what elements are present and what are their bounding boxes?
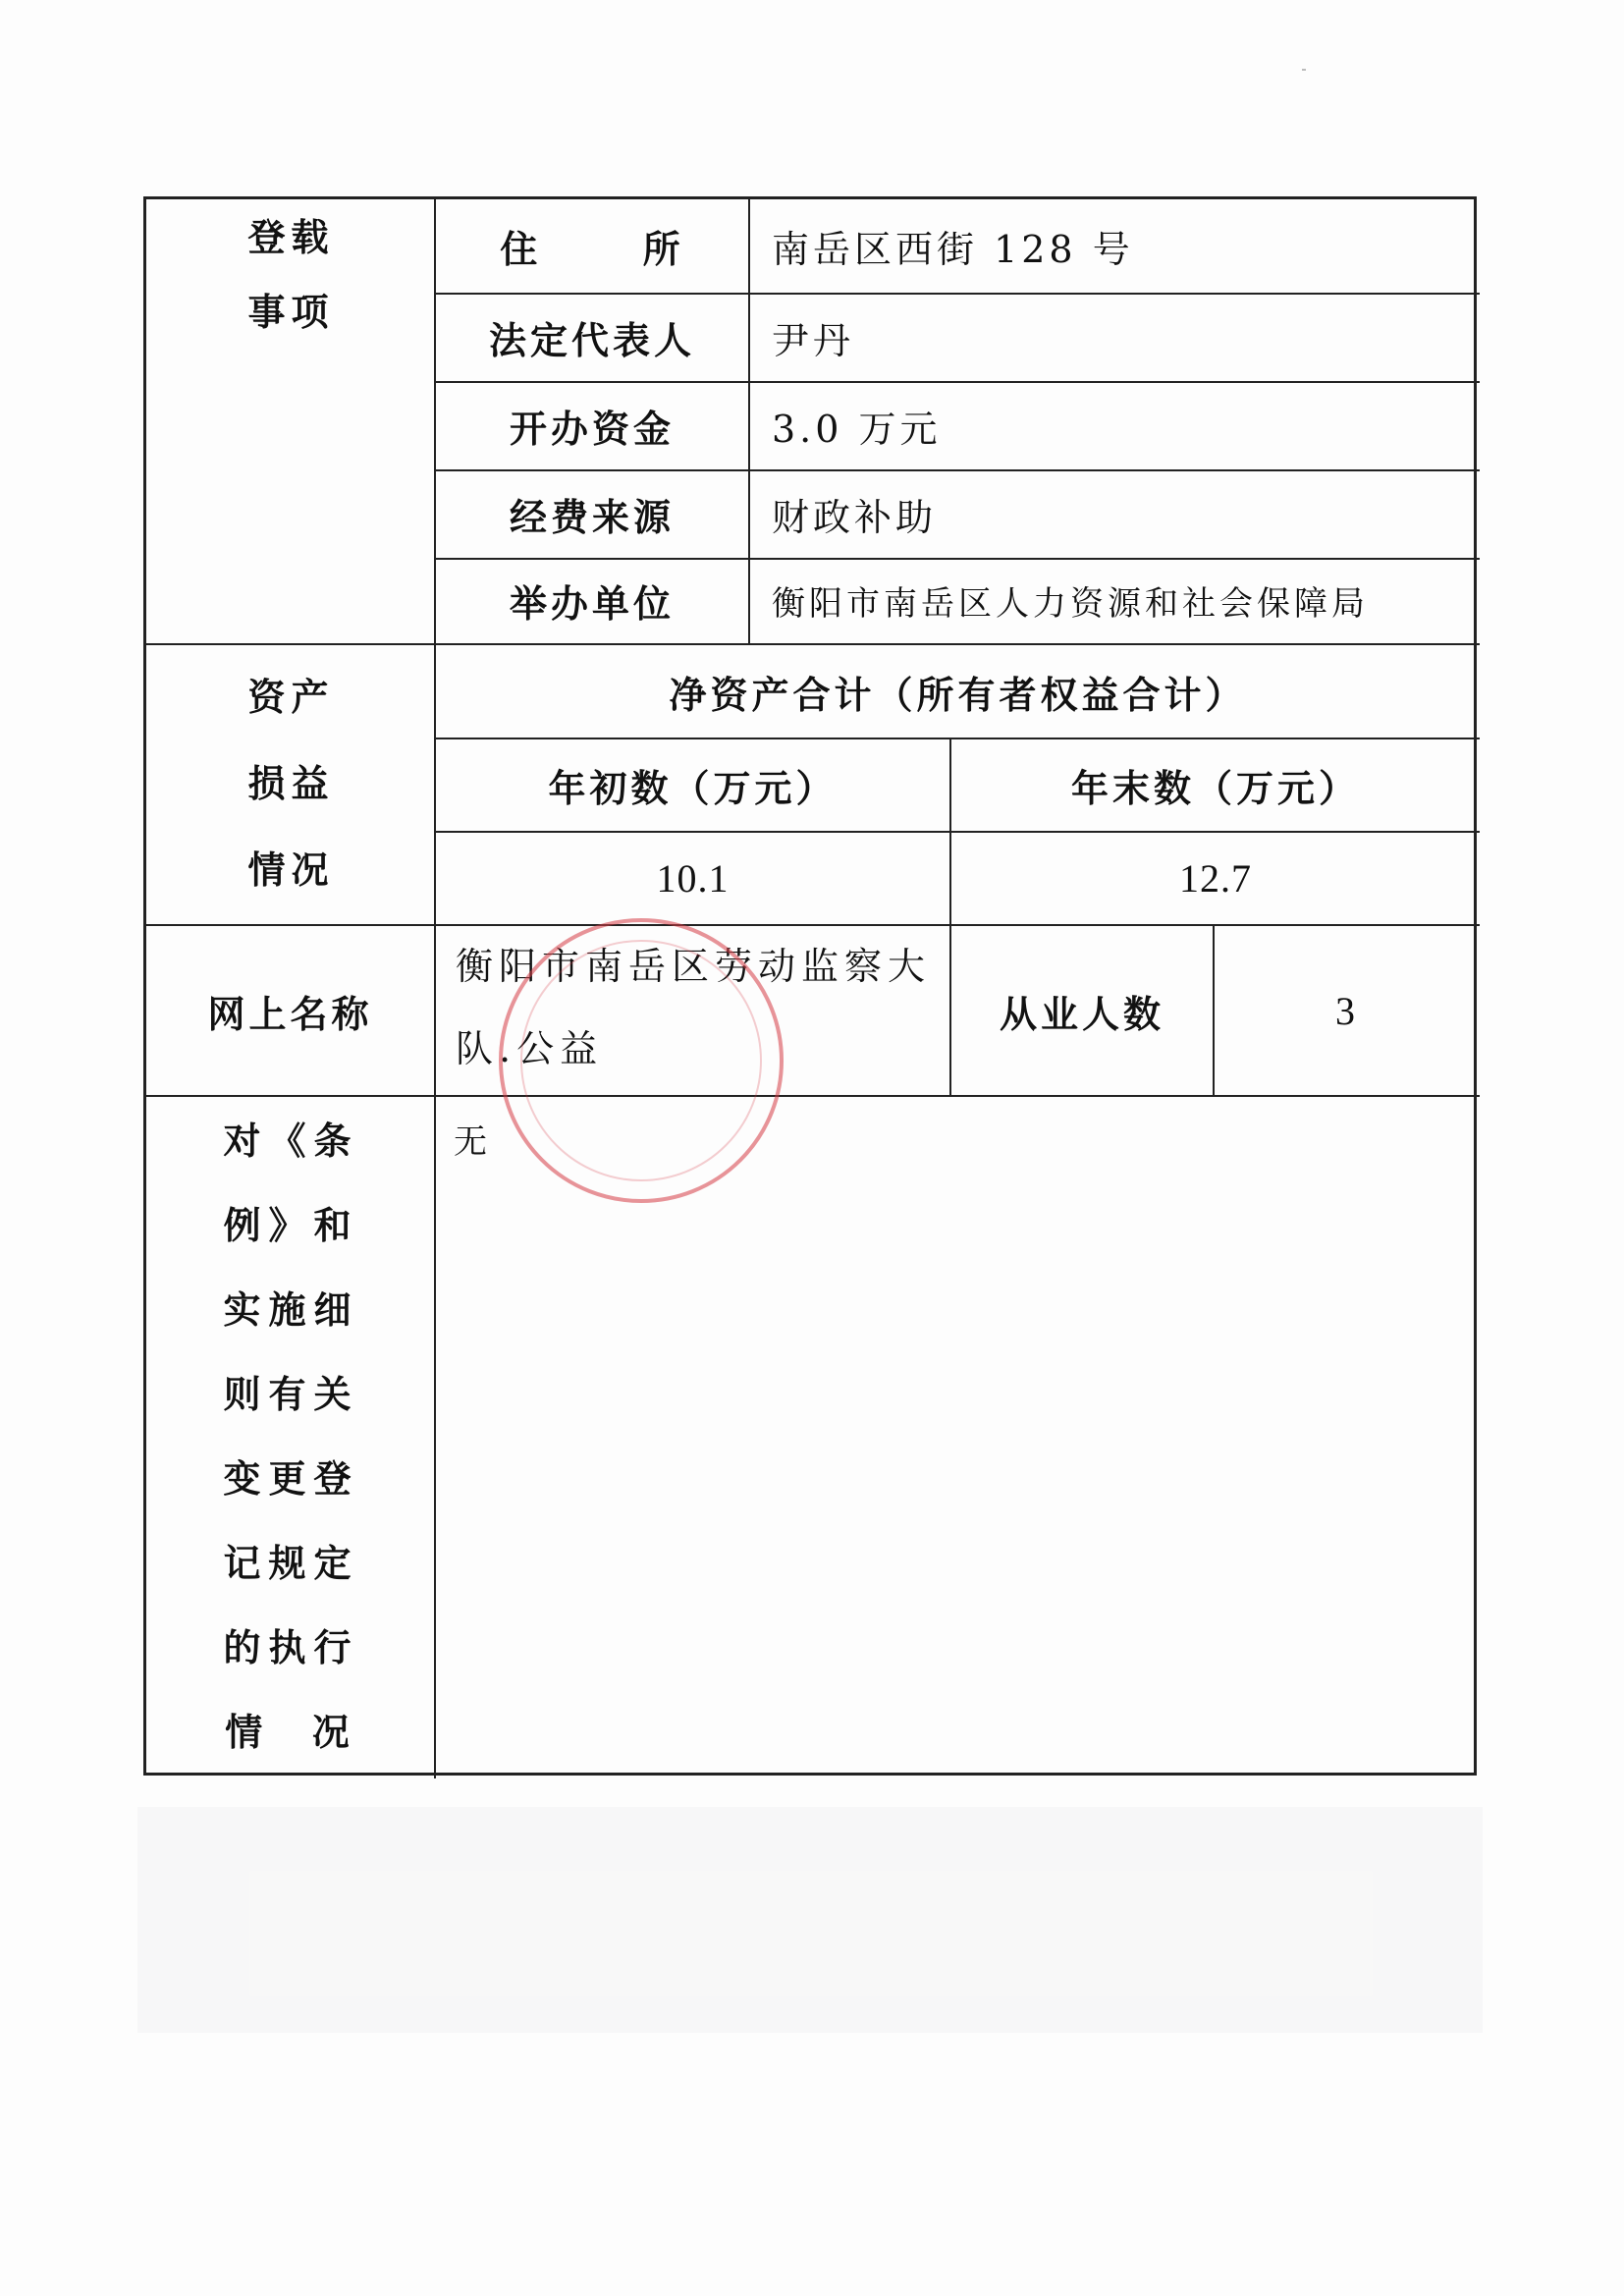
regulations-label-line: 对《条 bbox=[223, 1119, 359, 1163]
legal-rep-value: 尹丹 bbox=[772, 318, 855, 362]
regulations-label-line: 变更登 bbox=[223, 1456, 359, 1501]
staff-count-label: 从业人数 bbox=[999, 991, 1164, 1036]
online-name-line: 衡阳市南岳区劳动监察大 bbox=[456, 945, 932, 988]
scan-bleed bbox=[137, 1807, 1483, 2033]
regulations-label-line: 情 况 bbox=[225, 1710, 357, 1754]
year-begin-header: 年初数（万元） bbox=[548, 766, 838, 810]
funding-source-value: 财政补助 bbox=[772, 495, 938, 539]
regulations-value: 无 bbox=[454, 1122, 487, 1162]
sponsor-value: 衡阳市南岳区人力资源和社会保障局 bbox=[772, 584, 1369, 624]
registered-items-label-line: 事项 bbox=[247, 290, 335, 334]
regulations-label-line: 则有关 bbox=[223, 1372, 359, 1416]
assets-label-line: 资产 bbox=[247, 675, 335, 719]
registered-items-label-line: 登载 bbox=[247, 215, 335, 259]
online-name-label: 网上名称 bbox=[207, 991, 373, 1036]
net-assets-header: 净资产合计（所有者权益合计） bbox=[669, 672, 1247, 717]
capital-label: 开办资金 bbox=[509, 406, 675, 451]
regulations-label-line: 的执行 bbox=[223, 1625, 359, 1669]
capital-value: 3.0 万元 bbox=[772, 407, 942, 451]
registered-items-label bbox=[146, 215, 436, 334]
legal-rep-label: 法定代表人 bbox=[488, 317, 695, 362]
assets-label-line: 情况 bbox=[247, 847, 335, 892]
online-name-line: 队.公益 bbox=[456, 1027, 604, 1070]
registration-form bbox=[143, 196, 1477, 1776]
year-begin-value: 10.1 bbox=[656, 856, 730, 901]
funding-source-label: 经费来源 bbox=[509, 494, 675, 539]
regulations-label-line: 例》和 bbox=[223, 1203, 359, 1247]
year-end-header: 年末数（万元） bbox=[1070, 766, 1360, 810]
regulations-label bbox=[146, 1119, 436, 1754]
staff-count-value: 3 bbox=[1335, 988, 1359, 1033]
regulations-label-line: 实施细 bbox=[223, 1287, 359, 1332]
address-label: 住 所 bbox=[500, 227, 684, 271]
sponsor-label: 举办单位 bbox=[509, 581, 675, 626]
official-seal bbox=[499, 918, 784, 1203]
assets-label-line: 损益 bbox=[247, 761, 335, 805]
regulations-label-line: 记规定 bbox=[223, 1541, 359, 1585]
year-end-value: 12.7 bbox=[1179, 856, 1252, 901]
assets-label bbox=[146, 675, 436, 892]
address-value: 南岳区西街 128 号 bbox=[772, 228, 1134, 271]
scan-mark bbox=[1302, 69, 1306, 71]
